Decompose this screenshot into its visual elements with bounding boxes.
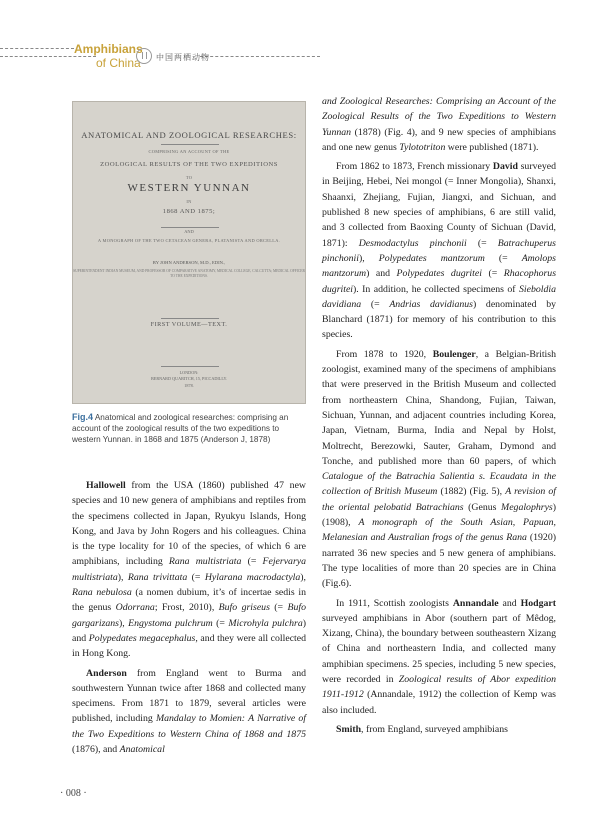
figure-text: IN — [186, 199, 192, 204]
body-column-left — [72, 478, 306, 761]
figure-text: ZOOLOGICAL RESULTS OF THE TWO EXPEDITIONS — [100, 161, 278, 168]
paragraph-boulenger: From 1878 to 1920, Boulenger, a Belgian-British zoologist, examined many of the specimens of amphibians that were preserved in the British Museum and collected from northeastern China, Shandong, Fujian, Taiwan, Sichuan, Yunnan, and adjacent countries including Korea, Japan, Vietnam, Burma, India and Nepal by Holst, Moltrecht, Berezowki, Sauter, Graham, Dymond and Tonche, and published more than 60 papers, of which Catalogue of the Batrachia Salientia s. Ecaudata in the collection of British Museum (1882) (Fig. 5), A revision of the oriental pelobatid Batrachians (Genus Megalophrys) (1908), A monograph of the South Asian, Papuan, Melanesian and Australian frogs of the genus Rana (1920) narrated 36 new species and 5 new genera of amphibians. The type localities of more than 20 species are in China (Fig.6). — [322, 348, 556, 590]
header-rule — [0, 56, 96, 57]
paragraph-anderson-cont: and Zoological Researches: Comprising an Account of the Zoological Results of the Two Expeditions to Western Yunnan (1878) (Fig. 4), and 9 new species of amphibians and one new genus Tylototriton were published (1871). — [322, 96, 556, 153]
figure-text: BERNARD QUARITCH, 15, PICCADILLY. — [150, 376, 228, 381]
figure-text: WESTERN YUNNAN — [127, 182, 251, 194]
figure-text: BY JOHN ANDERSON, M.D., EDIN., — [152, 260, 226, 265]
header-rule — [0, 48, 74, 49]
header-rule — [200, 56, 320, 57]
figure-book-title-page — [72, 101, 306, 404]
header-logo-icon — [136, 48, 152, 64]
paragraph-david: From 1862 to 1873, French missionary David surveyed in Beijing, Hebei, Nei mongol (= Inner Mongolia), Shanxi, Shaanxi, Zhejiang, Fujian, Jiangxi, and Sichuan, and published 8 new species of amphibians, 6 are still valid, and 3 collected from Baoxing County of Sichuan (David, 1871): Desmodactylus pinchonii (= Batrachuperus pinchonii), Polypedates mantzorum (= Amolops mantzorum) and Polypedates dugritei (= Rhacophorus dugritei). In addition, he collected specimens of Sieboldia davidiana (= Andrias davidianus) denominated by Blanchard (1871) for memory of his contribution to this species. — [322, 161, 557, 341]
running-header-subtitle: of China — [96, 56, 141, 70]
figure-text: A MONOGRAPH OF THE TWO CETACEAN GENERA, PLATANISTA AND ORCELLA. — [97, 238, 281, 243]
figure-text: COMPRISING AN ACCOUNT OF THE — [148, 149, 230, 154]
figure-text: 1868 AND 1875; — [162, 208, 216, 215]
paragraph-annandale-hodgart: In 1911, Scottish zoologists Annandale and Hodgart surveyed amphibians in Abor (southern part of Mêdog, Xizang, China), the boundary between southeastern Xizang of China and northeastern India, and collected many amphibian specimens. 25 species, including 5 new species, were recorded in Zoological results of Abor expedition 1911-1912 (Annandale, 1912) the collection of Kemp was also included. — [322, 597, 556, 716]
page-number: · 008 · — [60, 788, 87, 799]
figure-caption — [72, 412, 308, 445]
figure-caption-text: Anatomical and zoological researches: comprising an account of the zoological results of the two expeditions to western Yunnan. in 1868 and 1875 (Anderson J, 1878) — [72, 413, 289, 444]
figure-rule — [161, 366, 219, 367]
paragraph-hallowell: Hallowell from the USA (1860) published 47 new species and 10 new genera of amphibians and reptiles from the specimens collected in Japan, Ryukyu Islands, Hong Kong, and Java by John Rogers and his colleagues. China is the type locality for 10 of the species, of which 6 are amphibians, including Rana multistriata (= Fejervarya multistriata), Rana trivittata (= Hylarana macrodactyla), Rana nebulosa (a nomen dubium, it’s of incertae sedis in the genus Odorrana; Frost, 2010), Bufo griseus (= Bufo gargarizans), Engystoma pulchrum (= Microhyla pulchra) and Polypedates megacephalus, and they were all collected in Hong Kong. — [72, 480, 307, 660]
figure-text: ANATOMICAL AND ZOOLOGICAL RESEARCHES: — [81, 130, 297, 140]
figure-text: LONDON: — [179, 370, 199, 375]
figure-caption-label: Fig.4 — [72, 412, 94, 422]
figure-text: 1878. — [184, 383, 194, 388]
figure-rule — [161, 227, 219, 228]
paragraph-smith: Smith, from England, surveyed amphibians — [336, 723, 508, 735]
figure-rule — [161, 144, 219, 145]
running-header-title: Amphibians — [74, 42, 143, 56]
body-column-right — [322, 94, 556, 741]
figure-text: SUPERINTENDENT INDIAN MUSEUM, AND PROFESSOR OF COMPARATIVE ANATOMY, MEDICAL COLLEGE, CALCUTTA; MEDICAL OFFICER TO THE EXPEDITIONS. — [73, 269, 305, 278]
figure-text: AND — [184, 229, 194, 234]
paragraph-anderson: Anderson from England went to Burma and southwestern Yunnan twice after 1868 and collected many specimens. From 1871 to 1879, several articles were published, including Mandalay to Momien: A Narrative of the Two Expeditions to Western China of 1868 and 1875 (1876), and Anatomical — [72, 667, 306, 756]
figure-text: TO — [185, 175, 193, 180]
figure-rule — [161, 318, 219, 319]
figure-text: FIRST VOLUME—TEXT. — [150, 321, 228, 328]
running-header-chinese: 中国两栖动物 — [156, 53, 210, 62]
